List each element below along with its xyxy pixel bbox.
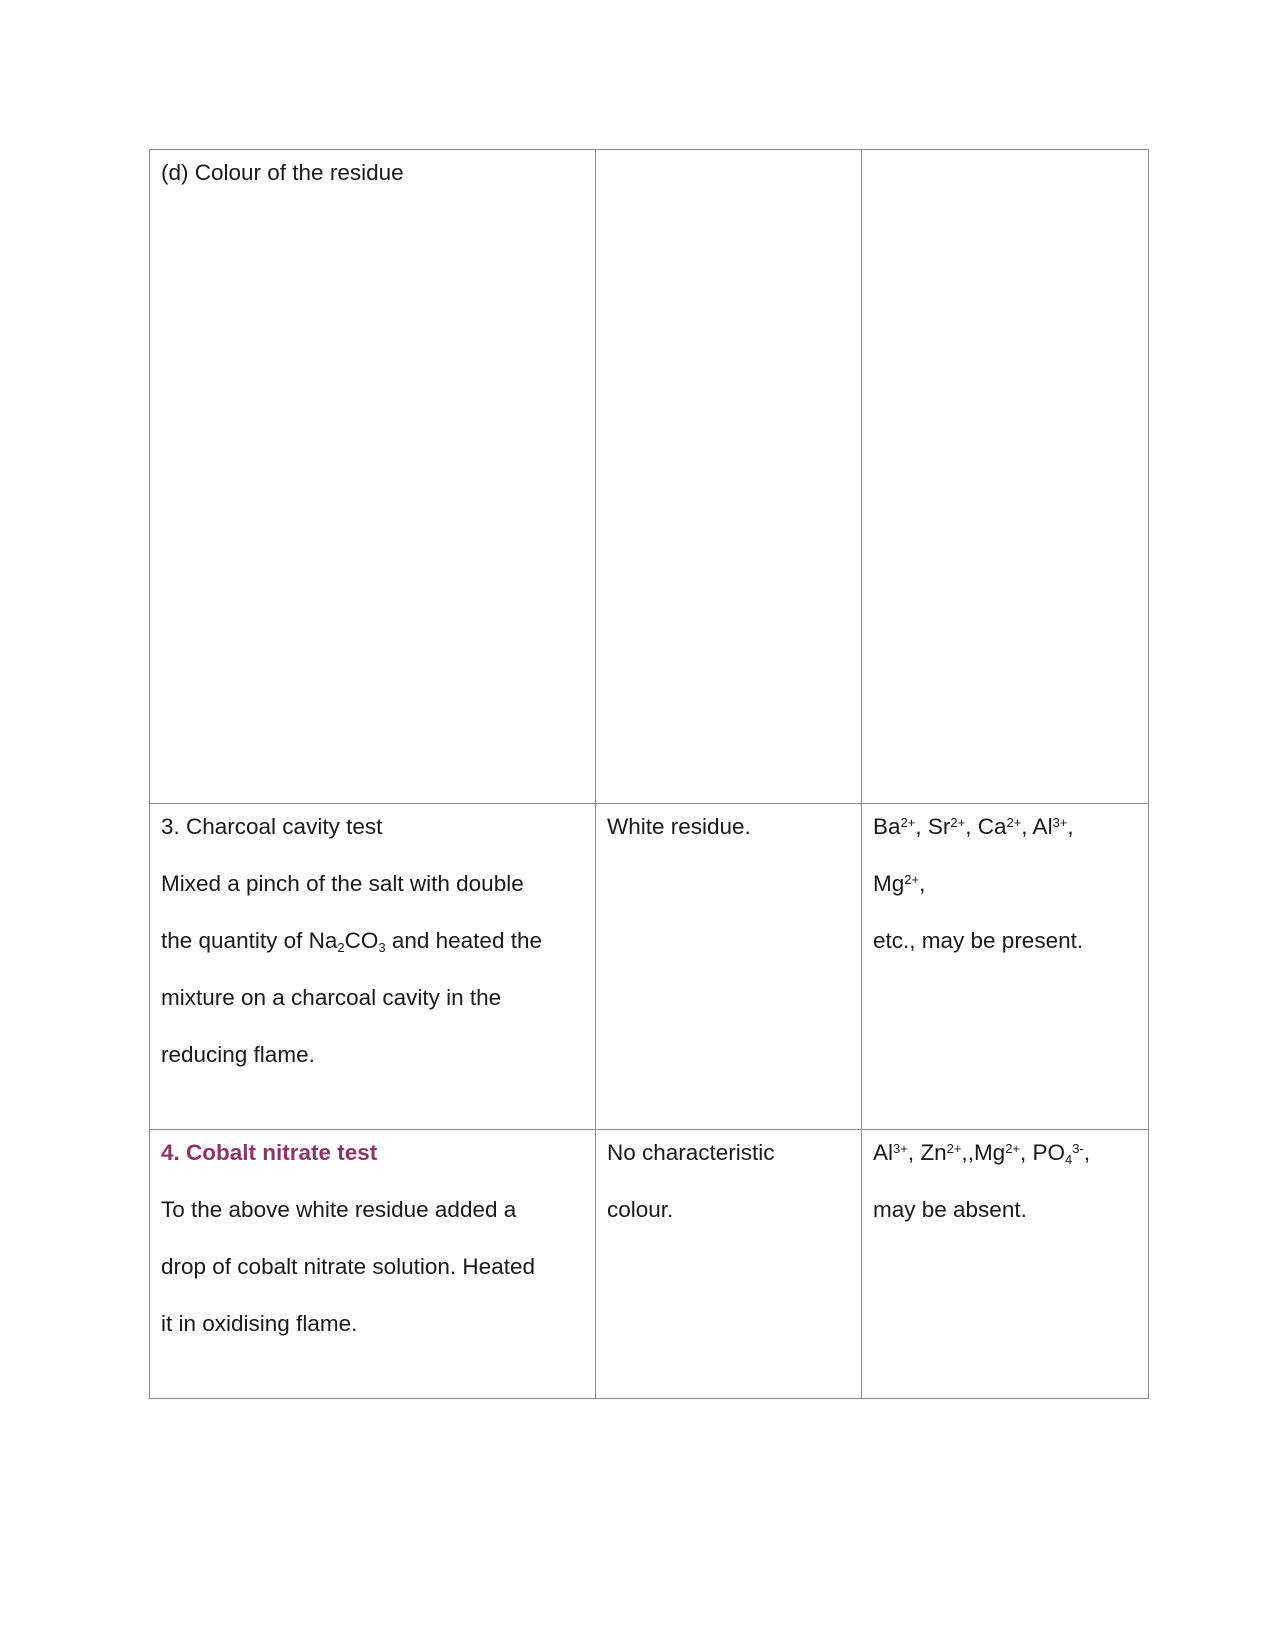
experiment-title: 3. Charcoal cavity test	[161, 814, 383, 839]
experiment-text: reducing flame.	[161, 1042, 315, 1067]
inference-ions: $Mg^{2+}$,	[873, 871, 926, 896]
observation-cell	[596, 804, 862, 1130]
experiment-text: it in oxidising flame.	[161, 1311, 358, 1336]
inference-cell	[862, 150, 1149, 804]
experiment-cell	[150, 1130, 596, 1399]
table-row	[150, 1130, 1149, 1399]
inference-ions: $Ba^{2+}$, $Sr^{2+}$, $Ca^{2+}$, $Al^{3+}$,	[873, 814, 1074, 839]
experiment-title: (d) Colour of the residue	[161, 160, 404, 185]
experiment-title: 4. Cobalt nitrate test	[161, 1140, 378, 1165]
experiment-text: drop of cobalt nitrate solution. Heated	[161, 1254, 535, 1279]
inference-text: etc., may be present.	[873, 928, 1084, 953]
salt-analysis-table	[149, 149, 1149, 1399]
inference-cell	[862, 804, 1149, 1130]
observation-text: White residue.	[607, 814, 751, 839]
experiment-cell	[150, 804, 596, 1130]
observation-cell	[596, 1130, 862, 1399]
inference-ions: $Al^{3+}$, $Zn^{2+},,Mg^{2+}$, $PO_4^{3-}$,	[873, 1140, 1091, 1167]
observation-text: colour.	[607, 1197, 674, 1222]
table-row	[150, 150, 1149, 804]
experiment-text: the quantity of $Na_2CO_3$ and heated the	[161, 928, 542, 955]
inference-cell	[862, 1130, 1149, 1399]
experiment-text: To the above white residue added a	[161, 1197, 517, 1222]
inference-text: may be absent.	[873, 1197, 1027, 1222]
experiment-cell	[150, 150, 596, 804]
table-row	[150, 804, 1149, 1130]
observation-text: No characteristic	[607, 1140, 775, 1165]
experiment-text: mixture on a charcoal cavity in the	[161, 985, 502, 1010]
experiment-text: Mixed a pinch of the salt with double	[161, 871, 524, 896]
observation-cell	[596, 150, 862, 804]
